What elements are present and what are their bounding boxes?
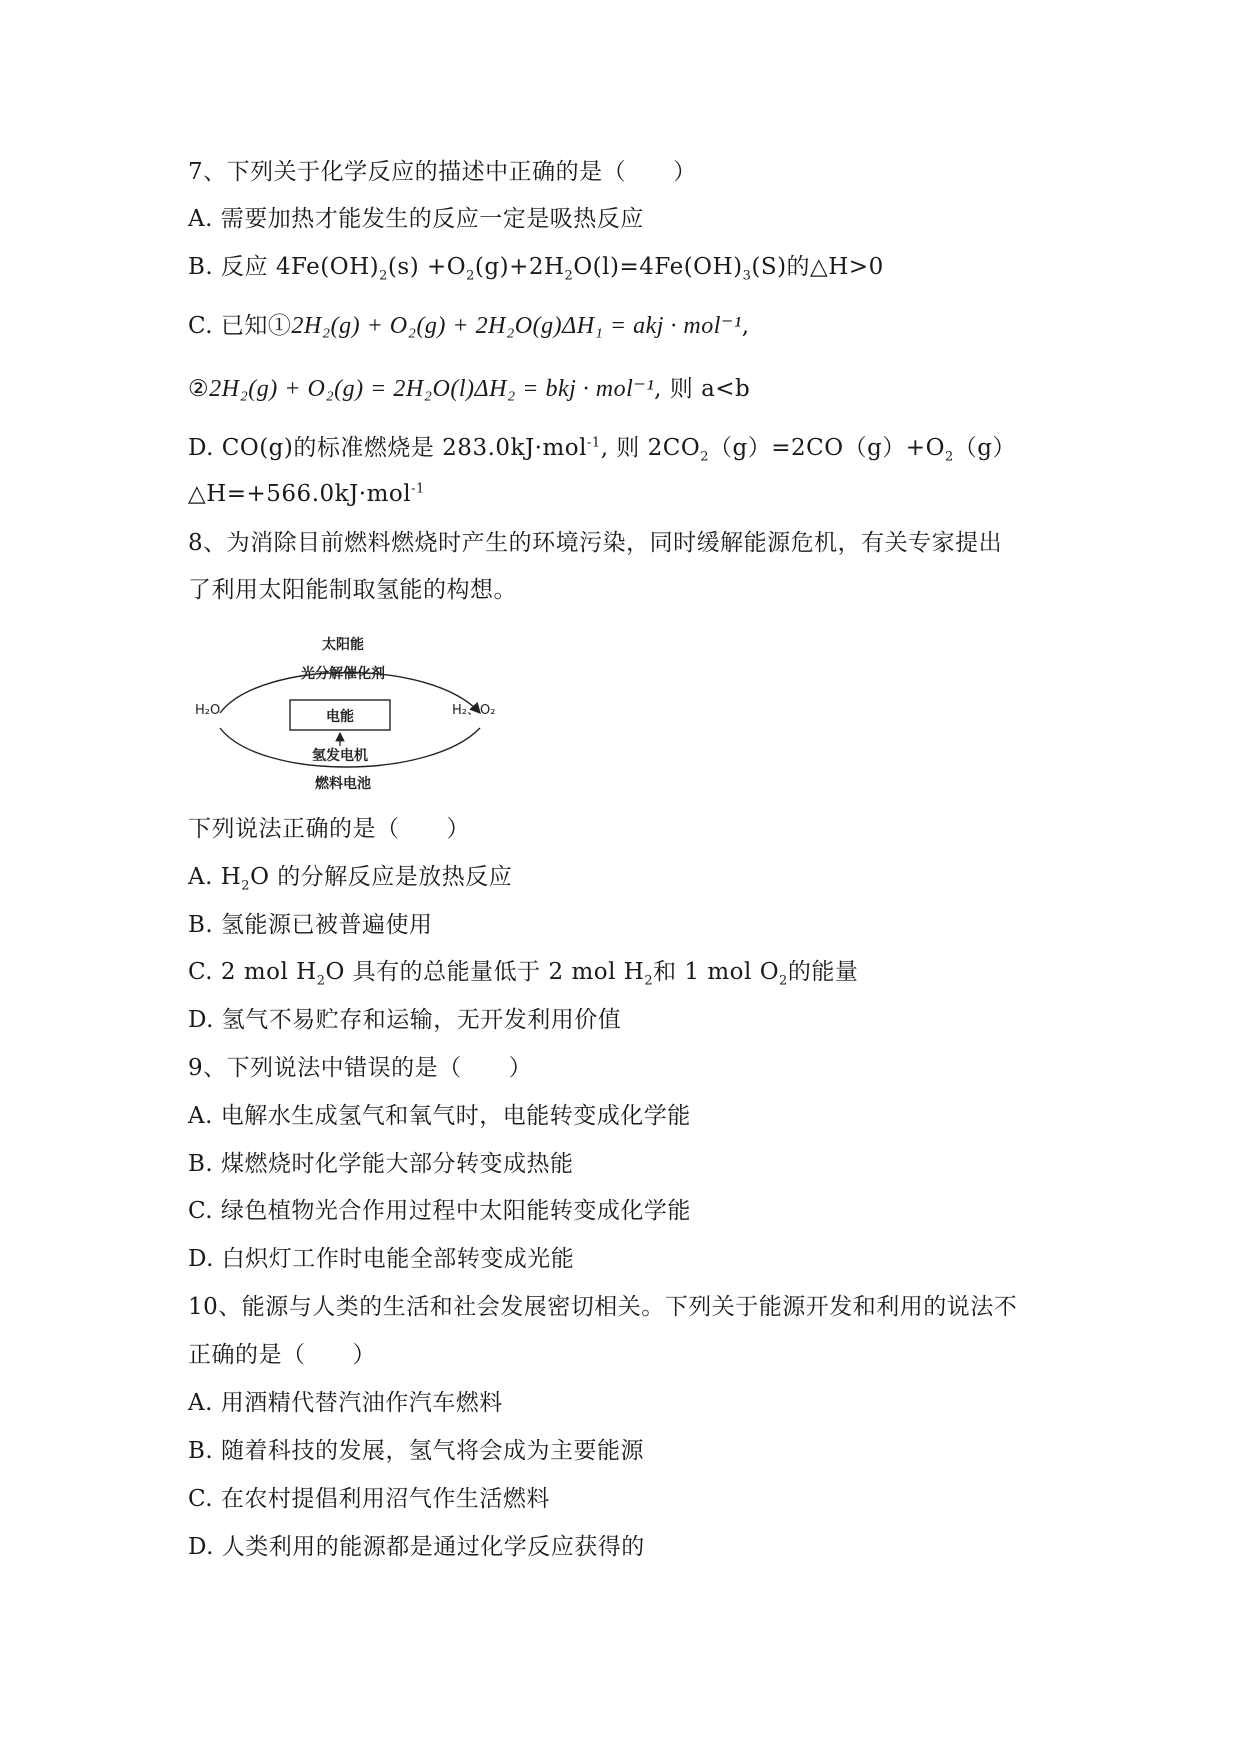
q9-stem: 9、下列说法中错误的是（ ）: [188, 1055, 533, 1081]
q7-option-b: B. 反应 $4Fe(OH)_2(s) +O_2(g)+2H_2O(l)=4Fe(OH)_3(S)$的△H>0: [188, 254, 884, 284]
q10-stem-line1: 10、能源与人类的生活和社会发展密切相关。下列关于能源开发和利用的说法不: [188, 1294, 1018, 1320]
q8-option-b: B. 氢能源已被普遍使用: [188, 912, 433, 938]
q7-option-c-line1: C. 已知①2H₂(g) + O₂(g) + 2H₂O(g)ΔH₁ = akj · mol⁻¹,: [188, 313, 750, 339]
q7-option-a: A. 需要加热才能发生的反应一定是吸热反应: [188, 206, 644, 232]
q7-stem: 7、下列关于化学反应的描述中正确的是（ ）: [188, 159, 697, 185]
q9-option-a: A. 电解水生成氢气和氧气时，电能转变成化学能: [188, 1103, 691, 1129]
diagram-bottom-label: 燃料电池: [315, 776, 371, 792]
q9-option-b: B. 煤燃烧时化学能大部分转变成热能: [188, 1151, 574, 1177]
diagram-top-label: 太阳能: [322, 637, 364, 653]
diagram-left-label: H₂O: [195, 703, 221, 718]
hydrogen-energy-cycle-diagram: [190, 630, 520, 805]
q10-option-c: C. 在农村提倡利用沼气作生活燃料: [188, 1486, 550, 1512]
diagram-catalyst-label: 光分解催化剂: [301, 666, 385, 682]
q7-option-c-line2: ②2H₂(g) + O₂(g) = 2H₂O(l)ΔH₂ = bkj · mol⁻¹, 则 a<b: [188, 376, 751, 402]
diagram-right-label: H₂、O₂: [452, 703, 496, 718]
q7-option-d-line2: △H=+566.0kJ·mol$^{-1}$: [188, 481, 425, 507]
diagram-box-label: 电能: [326, 709, 354, 725]
q9-option-d: D. 白炽灯工作时电能全部转变成光能: [188, 1246, 575, 1272]
q10-stem-line2: 正确的是（ ）: [188, 1342, 376, 1368]
q7-option-d-line1: D. CO(g)的标准燃烧是 283.0kJ·mol$^{-1}$, 则 $2CO_2(g)=2CO(g)+O_2(g)$: [188, 435, 1016, 465]
q8-prompt: 下列说法正确的是（ ）: [188, 816, 470, 842]
q10-option-b: B. 随着科技的发展，氢气将会成为主要能源: [188, 1438, 645, 1464]
q10-option-a: A. 用酒精代替汽油作汽车燃料: [188, 1390, 503, 1416]
equation-1: 2H₂(g) + O₂(g) + 2H₂O(g)ΔH₁ = akj · mol⁻¹: [291, 313, 742, 339]
q8-stem-line1: 8、为消除目前燃料燃烧时产生的环境污染，同时缓解能源危机，有关专家提出: [188, 530, 1003, 556]
q8-option-a: A. $H_2O$ 的分解反应是放热反应: [188, 864, 513, 894]
q10-option-d: D. 人类利用的能源都是通过化学反应获得的: [188, 1534, 645, 1560]
equation-2: 2H₂(g) + O₂(g) = 2H₂O(l)ΔH₂ = bkj · mol⁻¹: [209, 376, 655, 402]
diagram-generator-label: 氢发电机: [312, 748, 368, 764]
q9-option-c: C. 绿色植物光合作用过程中太阳能转变成化学能: [188, 1198, 691, 1224]
q8-stem-line2: 了利用太阳能制取氢能的构想。: [188, 577, 517, 603]
q8-option-d: D. 氢气不易贮存和运输，无开发利用价值: [188, 1007, 622, 1033]
q8-option-c: C. 2 mol $H_2O$ 具有的总能量低于 2 mol $H_2$和 1 mol $O_2$的能量: [188, 959, 859, 989]
